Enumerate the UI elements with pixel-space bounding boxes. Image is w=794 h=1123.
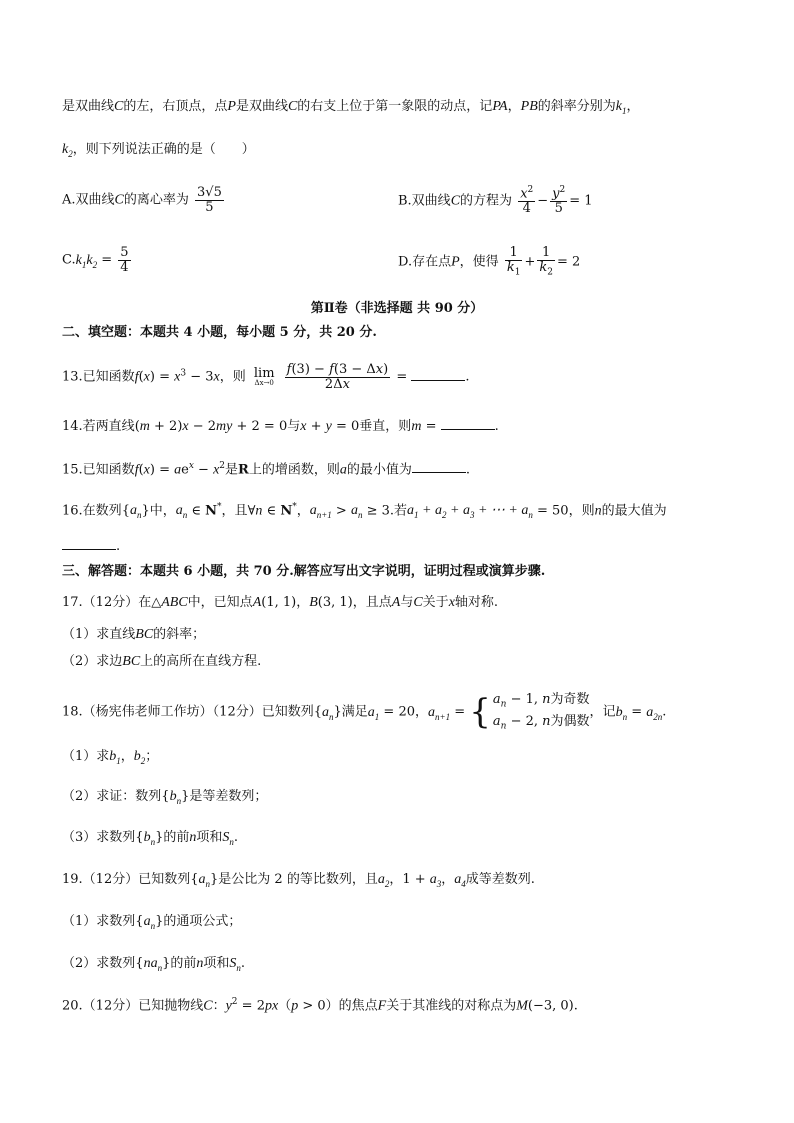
question12-stem-line1: [62, 100, 640, 116]
math-P: P: [227, 99, 236, 114]
text: （3）求数列: [62, 830, 136, 845]
text: ，且: [221, 503, 248, 519]
question-17: 17.（12分）在△ABC中，已知点A(1, 1)，B(3, 1)，且点A与C关于x轴对称.: [62, 595, 499, 610]
text: 的左，右顶点，点: [123, 99, 228, 114]
math-Sn: $S_n$: [229, 956, 241, 973]
math-b1: $b_1$: [109, 749, 121, 766]
question-13: 13.已知函数$f(x) = x^3 - 3x$，则 lim Δx→0 $\frac{f(3) - f(3 - \Delta x)}{2\Delta x}$ = .: [62, 362, 470, 392]
question-17-part1: [62, 628, 205, 642]
math-A: A: [252, 595, 262, 610]
text: 的方程为: [460, 193, 513, 209]
math-m: m: [139, 419, 150, 434]
text: 的通项公式；: [163, 914, 242, 929]
math-a2: $a_2$: [377, 872, 390, 889]
section-title: 第Ⅱ卷（非选择题 共 90 分）: [310, 301, 484, 316]
text: 的前: [163, 830, 190, 845]
math-my: my: [216, 419, 233, 434]
text: 上的高所在直线方程.: [140, 654, 262, 669]
math-n: n: [189, 830, 197, 845]
text: （1）求数列: [62, 914, 136, 929]
math-a: a: [174, 462, 182, 478]
option-label: D.存在点: [398, 254, 452, 270]
math-nan: $na_n$: [143, 956, 163, 973]
text: 的离心率为: [123, 192, 189, 208]
option-label: C.: [62, 252, 76, 268]
text: 项和: [203, 956, 230, 971]
text: 的斜率；: [153, 627, 206, 642]
math-F: F: [377, 998, 387, 1014]
text: 中，已知点: [187, 595, 253, 610]
question-14: 14.若两直线(m + 2)x − 2my + 2 = 0与x + y = 0垂直，则m = .: [62, 419, 499, 434]
text: 19.（12分）已知数列: [62, 872, 191, 887]
text: 与: [400, 595, 414, 610]
text: （2）求证：数列: [62, 789, 162, 804]
fraction-3sqrt5-over-5: $\frac{3√5}{5}$: [197, 185, 222, 215]
math-x: x: [300, 419, 307, 434]
math-a3: $a_3$: [429, 872, 442, 889]
fraction-1-over-k1: $\frac{1}{k_1}$: [506, 245, 521, 278]
math-an: $a_n$: [322, 704, 334, 722]
text: ，使得: [459, 254, 499, 270]
text: 15.已知函数: [62, 462, 135, 478]
text: 成等差数列.: [465, 872, 535, 887]
math-M: M: [516, 998, 528, 1014]
text: 的前: [170, 956, 197, 971]
answer-blank[interactable]: [62, 548, 116, 550]
option-a: [62, 186, 226, 214]
question-18-part3: （3）求数列$\{b_n\}$的前n项和$S_n$.: [62, 830, 239, 847]
option-label: B.双曲线: [398, 193, 451, 209]
question-19: 19.（12分）已知数列$\{a_n\}$是公比为 2 的等比数列，且$a_2$，$1 + a_3$，$a_4$成等差数列.: [62, 872, 535, 889]
text: ，: [626, 99, 640, 114]
math-x: x: [143, 369, 150, 385]
math-a: a: [339, 462, 347, 478]
text: ，则: [568, 503, 595, 519]
text: 的斜率分别为: [537, 99, 616, 114]
piecewise-cases: $a_n - 1$, n为奇数 $a_n - 2$, n为偶数: [492, 692, 590, 732]
question-18: 18.（杨宪伟老师工作坊）（12分）已知数列$\{a_n\}$满足$a_1 = 20$，$a_{n+1}$ = { $a_n - 1$, n为奇数 $a_n - 2$, n为偶数 ，记$b_n = a_{2n}$.: [62, 690, 666, 734]
math-x: x: [448, 595, 455, 610]
math-ABC: ABC: [161, 595, 188, 610]
question-16-blank: .: [62, 540, 120, 553]
text: 13.已知函数: [62, 369, 135, 385]
question-19-part1: （1）求数列$\{a_n\}$的通项公式；: [62, 914, 242, 931]
text: .若: [389, 503, 408, 519]
math-x: x: [143, 462, 150, 478]
math-BC: BC: [135, 627, 154, 642]
section-heading: 二、填空题：本题共 4 小题，每小题 5 分，共 20 分.: [62, 325, 377, 340]
math-an1: $a_{n+1}$: [309, 503, 332, 521]
option-b: B.双曲线C的方程为 $\frac{x^2}{4}$ − $\frac{y^2}{5}$ = 1: [398, 185, 593, 216]
math-k1: $k_1$: [615, 99, 627, 116]
limit-symbol: lim Δx→0: [253, 365, 275, 388]
question-15: 15.已知函数$f(x) = ae^x - x^2$是R上的增函数，则a的最小值为 .: [62, 461, 471, 478]
text: （: [278, 998, 292, 1014]
text: ，: [389, 872, 403, 887]
fraction-x2-over-4: $\frac{x^2}{4}$: [520, 185, 534, 216]
case-odd: 为奇数: [550, 692, 590, 707]
text: 16.在数列: [62, 503, 122, 519]
math-C: C: [287, 99, 298, 114]
text: 项和: [196, 830, 223, 845]
question-18-part2: （2）求证：数列$\{b_n\}$是等差数列；: [62, 789, 268, 806]
math-px: px: [264, 998, 279, 1014]
fraction-y2-over-5: $\frac{y^2}{5}$: [552, 185, 566, 216]
answer-blank[interactable]: [411, 379, 465, 381]
text: 的最小值为: [346, 462, 412, 478]
math-bn: $b_n$: [169, 789, 182, 806]
text: 与: [287, 419, 301, 434]
answer-blank[interactable]: [441, 428, 495, 430]
question-20: 20.（12分）已知抛物线C：$y^2 = 2px(p > 0)$的焦点F关于其准线的对称点为M(−3, 0).: [62, 997, 578, 1014]
text: ，: [441, 872, 455, 887]
math-y2: y: [225, 998, 232, 1014]
math-an: $a_n$: [129, 503, 142, 521]
text: ，且点: [352, 595, 392, 610]
text: 是双曲线: [62, 99, 115, 114]
text: ，则: [219, 369, 246, 385]
math-an: $a_n$: [143, 914, 156, 931]
text: 关于其准线的对称点为: [386, 998, 517, 1014]
text: ；: [145, 749, 159, 764]
text: （2）求数列: [62, 956, 136, 971]
math-x: x: [213, 462, 220, 478]
text: （2）求边: [62, 654, 123, 669]
math-C: C: [114, 192, 124, 208]
option-d: D.存在点P，使得 $\frac{1}{k_1}$ + $\frac{1}{k_2}$ = 2: [398, 245, 581, 278]
math-m: m: [411, 419, 422, 434]
math-C: C: [450, 193, 461, 209]
math-k2: $k_2$: [62, 142, 73, 159]
question-19-part2: （2）求数列$\{na_n\}$的前n项和$S_n$.: [62, 956, 246, 973]
question12-stem-line2: [62, 143, 255, 159]
text: 14.若两直线: [62, 419, 135, 434]
text: 的最大值为: [601, 503, 667, 519]
math-PA: PA: [492, 99, 508, 114]
math-k1k2: $k_1k_2$: [75, 252, 98, 270]
math-a2n: $a_{2n}$: [646, 704, 663, 722]
math-an1: $a_{n+1}$: [428, 704, 451, 722]
math-x: x: [213, 369, 220, 385]
text: 是: [225, 462, 239, 478]
text: 20.（12分）已知抛物线: [62, 998, 204, 1014]
math-bn: $b_n$: [143, 830, 156, 847]
math-x3: x: [174, 369, 181, 385]
math-sum: $a_1 + a_2 + a_3$ + ⋯ + $a_n$: [407, 503, 533, 521]
set-R: R: [238, 462, 249, 478]
fraction-1-over-k2: $\frac{1}{k_2}$: [539, 245, 553, 278]
math-an: $a_n$: [198, 872, 210, 889]
text: ，: [507, 99, 521, 114]
math-bn: $b_n$: [615, 704, 628, 722]
math-C: C: [114, 99, 124, 114]
brace-icon: {: [469, 692, 491, 733]
question-16: 16.在数列$\{a_n\}$中，$a_n$ ∈ N*，且∀n ∈ N*，$a_{n+1} > a_n \ge 3$.若$a_1 + a_2 + a_3$ + ⋯ + $a_n = 50$，则n的最大值为: [62, 502, 667, 521]
math-an: $a_n$: [350, 503, 363, 521]
text: 轴对称.: [454, 595, 499, 610]
option-c: $C.k_1k_2$ = $\frac{5}{4}$: [62, 245, 129, 275]
text: ，: [296, 595, 310, 610]
text: （1）求直线: [62, 627, 136, 642]
math-b2: $b_2$: [133, 749, 146, 766]
math-n: n: [196, 956, 204, 971]
math-B: B: [309, 595, 318, 610]
math-p: p: [291, 998, 299, 1014]
text: 满足: [341, 704, 368, 720]
math-PB: PB: [520, 99, 538, 114]
text: 是公比为 2 的等比数列，且: [218, 872, 378, 887]
math-an: $a_n$: [175, 503, 188, 521]
text: 上的增函数，则: [248, 462, 340, 478]
math-n: n: [255, 503, 263, 519]
case-even: 为偶数: [550, 714, 590, 730]
limit-subscript: Δx→0: [254, 379, 274, 388]
math-x: x: [182, 419, 189, 434]
section-heading: 三、解答题：本题共 6 小题，共 70 分.解答应写出文字说明，证明过程或演算步骤.: [62, 564, 546, 579]
math-A: A: [391, 595, 401, 610]
math-f: f: [134, 462, 139, 478]
question-18-part1: （1）求$b_1$，$b_2$；: [62, 749, 159, 766]
math-y: y: [325, 419, 332, 434]
answer-blank[interactable]: [412, 471, 466, 473]
math-C: C: [413, 595, 423, 610]
option-label: A.双曲线: [62, 192, 115, 208]
text: 垂直，则: [359, 419, 412, 434]
math-a1: $a_1$: [367, 704, 380, 722]
question-17-part2: [62, 655, 261, 669]
math-a4: $a_4$: [454, 872, 466, 889]
text: ，: [296, 503, 310, 519]
text: 18.（杨宪伟老师工作坊）（12分）已知数列: [62, 704, 314, 720]
text: 中，: [149, 503, 176, 519]
text: 17.（12分）在: [62, 595, 152, 610]
text: 是等差数列；: [189, 789, 268, 804]
limit-fraction: $\frac{f(3) - f(3 - \Delta x)}{2\Delta x}$: [286, 362, 389, 392]
math-n: n: [594, 503, 602, 519]
math-Sn: $S_n$: [222, 830, 234, 847]
text: 的右支上位于第一象限的动点，记: [297, 99, 493, 114]
math-C: C: [203, 998, 213, 1014]
text: 关于: [422, 595, 449, 610]
math-fx: f: [134, 369, 139, 385]
text: ，记: [589, 704, 616, 720]
math-BC: BC: [122, 654, 141, 669]
text: （1）求: [62, 749, 110, 764]
text: ，则下列说法正确的是（ ）: [72, 142, 255, 157]
text: 是双曲线: [235, 99, 288, 114]
fraction-5-over-4: $\frac{5}{4}$: [120, 245, 129, 275]
text: ）的焦点: [325, 998, 378, 1014]
math-P: P: [451, 254, 460, 270]
